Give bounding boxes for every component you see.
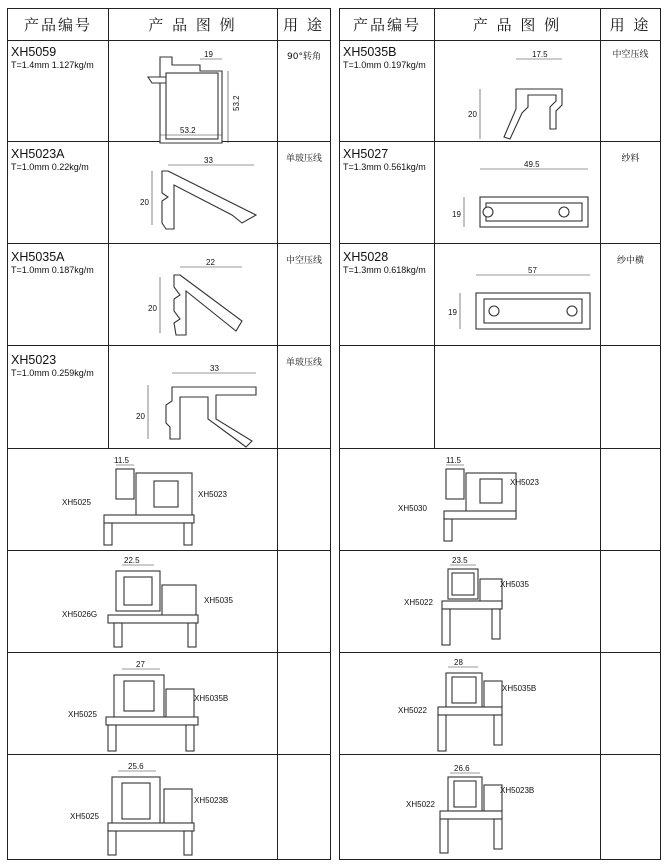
divider (340, 652, 660, 653)
assembly-drawing (390, 761, 570, 857)
product-code-cell (11, 251, 94, 277)
dim-label: 25.6 (128, 762, 144, 771)
profile-drawing-xh5023a (138, 157, 268, 237)
assembly-drawing (58, 457, 238, 547)
divider (8, 448, 330, 449)
dim-label: 57 (528, 266, 537, 275)
assembly-drawing (58, 557, 238, 649)
dim-label: 19 (452, 210, 461, 219)
dim-label: 22 (206, 258, 215, 267)
usage-label: 纱中横 (616, 256, 644, 266)
divider (600, 9, 601, 859)
divider (340, 448, 660, 449)
divider (8, 345, 330, 346)
dim-label: 19 (448, 308, 457, 317)
divider (8, 754, 330, 755)
product-code-cell (11, 46, 94, 72)
dim-label: 11.5 (446, 456, 461, 465)
product-spec: T=1.0mm 0.259kg/m (11, 368, 94, 378)
profile-code-label: XH5023 (510, 478, 539, 487)
dim-label: 20 (468, 110, 477, 119)
profile-code-label: XH5035B (502, 684, 537, 693)
profile-code-label: XH5035 (500, 580, 529, 589)
dim-label: 33 (204, 156, 213, 165)
assembly-drawing (58, 761, 238, 857)
profile-drawing-xh5028 (444, 263, 594, 343)
profile-code-label: XH5022 (406, 800, 435, 809)
dim-label: 49.5 (524, 160, 540, 169)
divider (340, 550, 660, 551)
profile-code-label: XH5030 (398, 504, 427, 513)
profile-code-label: XH5035B (194, 694, 229, 703)
dim-label: 28 (454, 658, 463, 667)
product-code-cell (11, 354, 94, 380)
header-use: 用 途 (277, 9, 330, 41)
profile-code-label: XH5022 (398, 706, 427, 715)
product-spec: T=1.0mm 0.22kg/m (11, 162, 89, 172)
divider (108, 9, 109, 449)
product-spec: T=1.0mm 0.187kg/m (11, 265, 94, 275)
product-code: XH5028 (343, 250, 389, 264)
product-code: XH5023 (11, 353, 57, 367)
dim-label: 53.2 (180, 126, 196, 135)
product-spec: T=1.3mm 0.618kg/m (343, 265, 426, 275)
product-code-cell (343, 148, 426, 174)
assembly-drawing (390, 455, 570, 545)
dim-label: 20 (136, 412, 145, 421)
dim-label: 20 (140, 198, 149, 207)
divider (8, 243, 330, 244)
divider (277, 9, 278, 859)
product-code: XH5059 (11, 45, 57, 59)
product-code-cell (11, 148, 89, 174)
dim-label: 53.2 (232, 95, 241, 111)
profile-drawing-xh5059 (138, 49, 248, 139)
profile-code-label: XH5023B (500, 786, 535, 795)
profile-code-label: XH5025 (70, 812, 99, 821)
dim-label: 22.5 (124, 556, 140, 565)
usage-label: 纱料 (621, 154, 640, 164)
profile-code-label: XH5022 (404, 598, 433, 607)
dim-label: 27 (136, 660, 145, 669)
product-spec: T=1.3mm 0.561kg/m (343, 162, 426, 172)
product-code: XH5027 (343, 147, 389, 161)
header-figure: 产 品 图 例 (108, 9, 277, 41)
divider (340, 243, 660, 244)
header-code: 产品编号 (340, 9, 434, 41)
usage-label: 中空压线 (285, 256, 322, 266)
profile-drawing-xh5035a (146, 259, 256, 339)
divider (8, 652, 330, 653)
product-code: XH5035B (343, 45, 397, 59)
dim-label: 23.5 (452, 556, 468, 565)
dim-label: 11.5 (114, 456, 129, 465)
dim-label: 17.5 (532, 50, 548, 59)
profile-code-label: XH5023 (198, 490, 227, 499)
left-table (7, 8, 331, 860)
product-code-cell (343, 251, 426, 277)
usage-label: 单玻压线 (285, 358, 322, 368)
dim-label: 19 (204, 50, 213, 59)
usage-label: 中空压线 (612, 50, 649, 60)
divider (340, 754, 660, 755)
assembly-drawing (58, 659, 238, 753)
header-use: 用 途 (600, 9, 660, 41)
header-code: 产品编号 (8, 9, 108, 41)
profile-code-label: XH5023B (194, 796, 229, 805)
product-spec: T=1.0mm 0.197kg/m (343, 60, 426, 70)
dim-label: 33 (210, 364, 219, 373)
divider (340, 141, 660, 142)
divider (8, 550, 330, 551)
profile-drawing-xh5035b (466, 49, 586, 139)
profile-drawing-xh5023 (134, 361, 264, 446)
assembly-drawing (390, 557, 570, 649)
dim-label: 20 (148, 304, 157, 313)
profile-drawing-xh5027 (444, 157, 594, 237)
dim-label: 26.6 (454, 764, 470, 773)
assembly-drawing (390, 657, 570, 753)
product-code: XH5035A (11, 250, 65, 264)
profile-code-label: XH5025 (62, 498, 91, 507)
usage-label: 单玻压线 (285, 154, 322, 164)
usage-label: 90°转角 (287, 52, 321, 62)
right-table (339, 8, 661, 860)
divider (340, 345, 660, 346)
product-code-cell (343, 46, 426, 72)
product-code: XH5023A (11, 147, 65, 161)
profile-code-label: XH5035 (204, 596, 233, 605)
product-spec: T=1.4mm 1.127kg/m (11, 60, 94, 70)
divider (434, 9, 435, 449)
profile-code-label: XH5026G (62, 610, 98, 619)
profile-code-label: XH5025 (68, 710, 97, 719)
header-figure: 产 品 图 例 (434, 9, 600, 41)
